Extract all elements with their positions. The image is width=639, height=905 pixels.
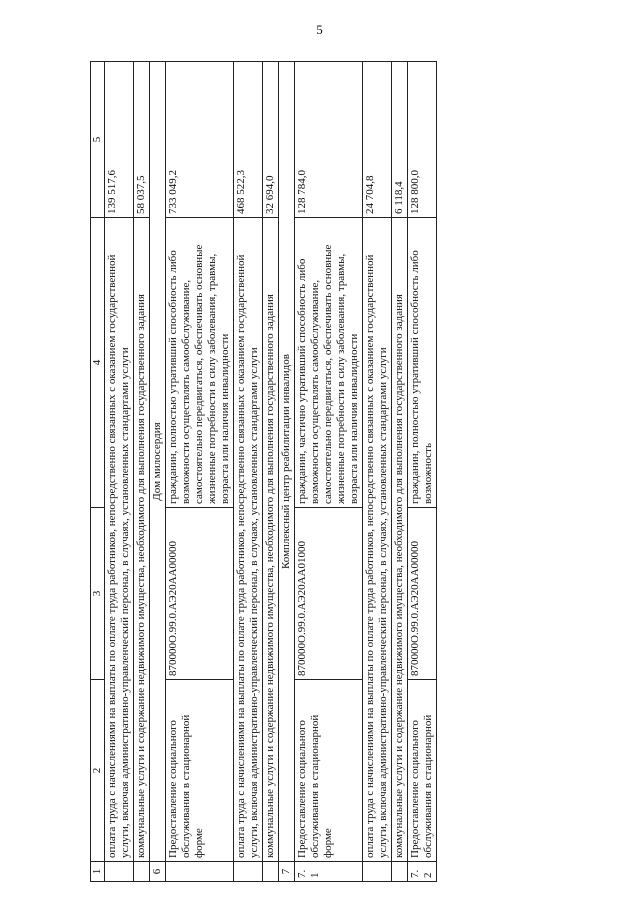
cost-value: 468 522,3: [234, 62, 263, 218]
service-code: 870000О.99.0.АЭ20АА00000: [166, 508, 234, 680]
cost-value: 24 704,8: [363, 62, 392, 218]
table-row: [392, 62, 408, 882]
rotated-table-container: [90, 62, 596, 882]
table-rotated-landscape: [90, 62, 596, 882]
cost-value: 733 049,2: [166, 62, 234, 218]
recipient-category: гражданин, полностью утративший способность либо возможность: [408, 218, 437, 508]
section-title: Комплексный центр реабилитации инвалидов: [279, 62, 295, 862]
header-cell-4: 4: [91, 218, 105, 508]
header-cell-2: 2: [91, 680, 105, 862]
table-row: [134, 62, 150, 882]
row-number-cell: [263, 862, 279, 882]
cost-item-text: оплата труда с начислениями на выплаты по оплате труда работников, непосредственно связанных с оказанием государственной услуги, включая административно-управленческий персонал, в случаях, установленных стандартами услуги: [105, 218, 134, 862]
row-number-cell: [392, 862, 408, 882]
cost-value: 128 784,0: [295, 62, 363, 218]
service-code: 870000О.99.0.АЭ20АА01000: [295, 508, 363, 680]
service-code: 870000О.99.0.АЭ20АА00000: [408, 508, 437, 680]
cost-item-text: оплата труда с начислениями на выплаты по оплате труда работников, непосредственно связанных с оказанием государственной услуги, включая административно-управленческий персонал, в случаях, установленных стандартами услуги: [234, 218, 263, 862]
header-cell-5: 5: [91, 62, 105, 218]
page-number: 5: [316, 22, 323, 37]
table-header-row: [91, 62, 105, 882]
section-number: 6: [150, 862, 166, 882]
cost-item-text: коммунальные услуги и содержание недвижимого имущества, необходимого для выполнения государственного задания: [392, 218, 408, 862]
row-number-cell: [134, 862, 150, 882]
row-number-cell: 7.1: [295, 862, 363, 882]
section-title: Дом милосердия: [150, 62, 166, 862]
budget-table: [90, 61, 437, 882]
table-row: [166, 62, 234, 882]
table-row: [105, 62, 134, 882]
cost-item-text: коммунальные услуги и содержание недвижимого имущества, необходимого для выполнения государственного задания: [134, 218, 150, 862]
header-cell-3: 3: [91, 508, 105, 680]
section-number: 7: [279, 862, 295, 882]
cost-value: 32 694,0: [263, 62, 279, 218]
row-number-cell: [363, 862, 392, 882]
row-number-cell: 7.2: [408, 862, 437, 882]
section-row: [279, 62, 295, 882]
service-name: Предоставление социального обслуживания в стационарной форме: [166, 680, 234, 862]
cost-value: 58 037,5: [134, 62, 150, 218]
cost-value: 6 118,4: [392, 62, 408, 218]
table-row: [363, 62, 392, 882]
section-row: [150, 62, 166, 882]
cost-value: 128 800,0: [408, 62, 437, 218]
cost-value: 139 517,6: [105, 62, 134, 218]
row-number-cell: [234, 862, 263, 882]
table-row: [408, 62, 437, 882]
recipient-category: гражданин, частично утративший способность либо возможности осуществлять самообслуживание, самостоятельно передвигаться, обеспечивать основные жизненные потребности в силу заболевания, травмы, возраста или наличия инвалидности: [295, 218, 363, 508]
table-row: [234, 62, 263, 882]
row-number-cell: [105, 862, 134, 882]
header-cell-1: 1: [91, 862, 105, 882]
service-name: Предоставление социального обслуживания в стационарной: [408, 680, 437, 862]
service-name: Предоставление социального обслуживания в стационарной форме: [295, 680, 363, 862]
table-row: [295, 62, 363, 882]
cost-item-text: оплата труда с начислениями на выплаты по оплате труда работников, непосредственно связанных с оказанием государственной услуги, включая административно-управленческий персонал, в случаях, установленных стандартами услуги: [363, 218, 392, 862]
table-row: [263, 62, 279, 882]
cost-item-text: коммунальные услуги и содержание недвижимого имущества, необходимого для выполнения государственного задания: [263, 218, 279, 862]
row-number-cell: [166, 862, 234, 882]
recipient-category: гражданин, полностью утративший способность либо возможности осуществлять самообслуживание, самостоятельно передвигаться, обеспечивать основные жизненные потребности в силу заболевания, травмы, возраста или наличия инвалидности: [166, 218, 234, 508]
